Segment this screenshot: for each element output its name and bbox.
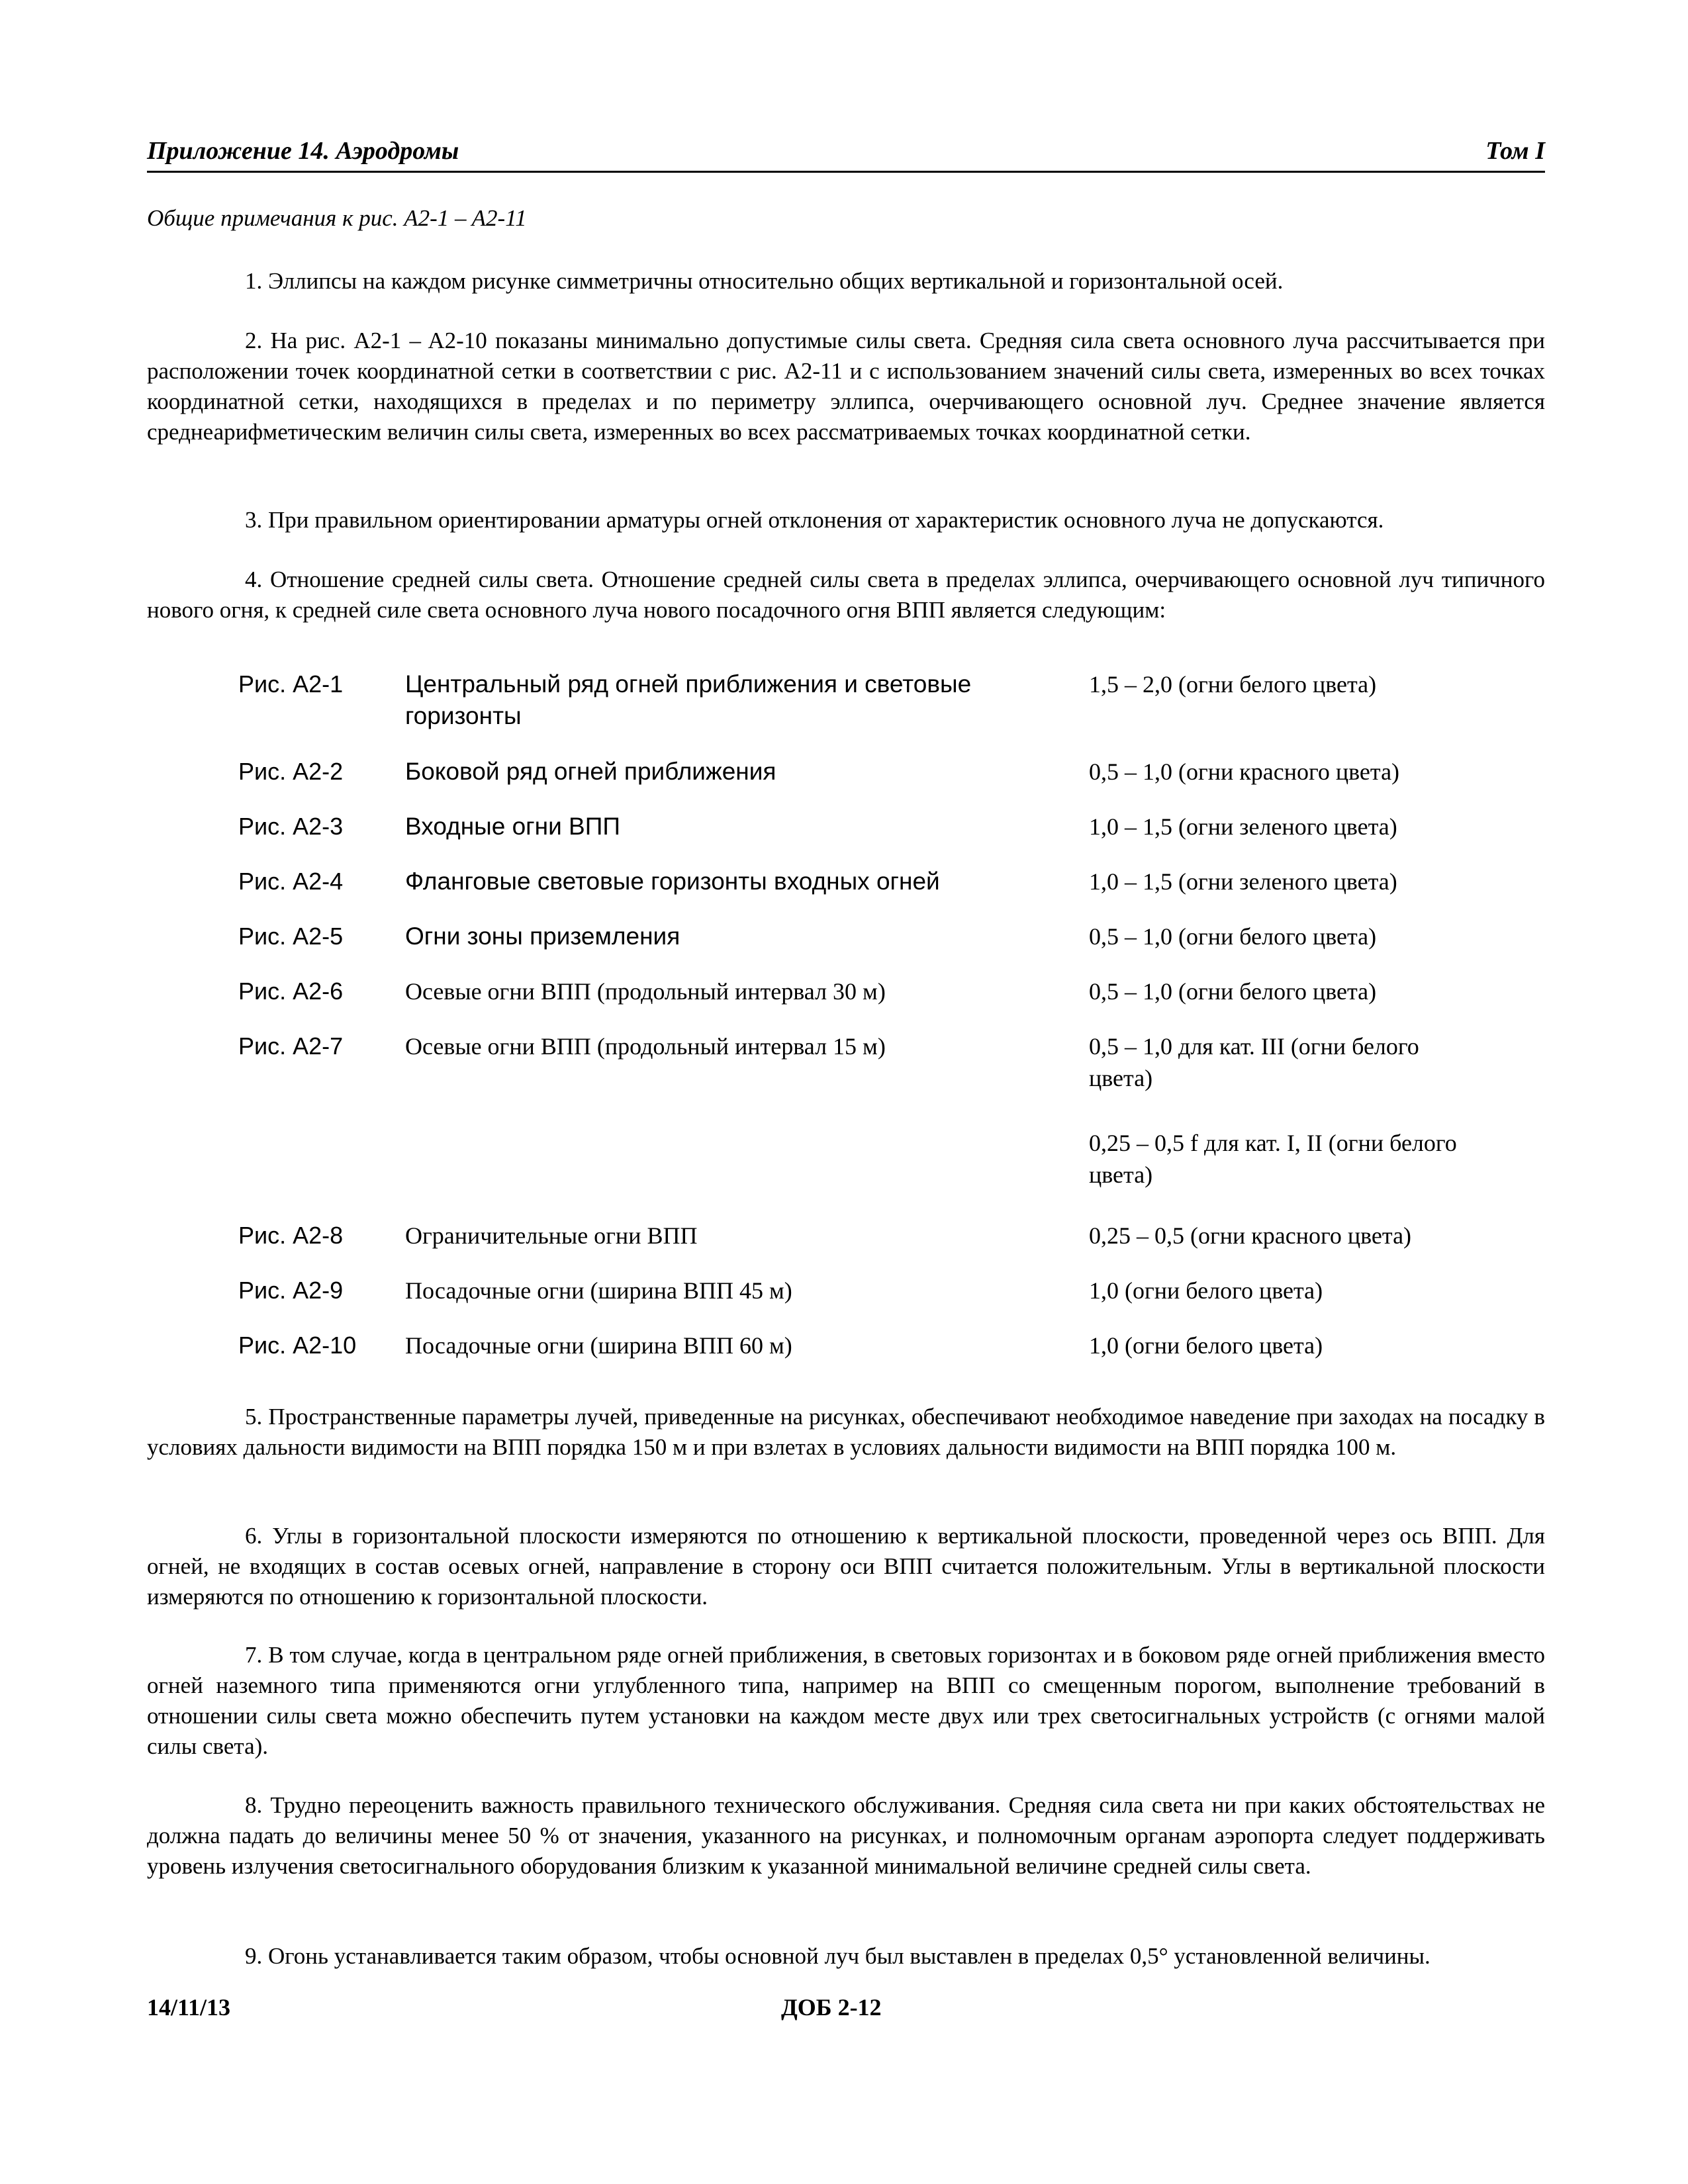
- note-7: [147, 1640, 1545, 1762]
- note-text: Отношение средней силы света. Отношение средней силы света в пределах эллипса, очерчивающего основной луч типичного нового огня, к средней силе света основного луча нового посадочного огня ВПП является следующим:: [147, 567, 1546, 623]
- figure-ref: Рис. A2-7: [238, 1032, 344, 1060]
- ratio-value: 1,0 – 1,5 (огни зеленого цвета): [1089, 868, 1397, 895]
- light-name: Осевые огни ВПП (продольный интервал 15 м): [405, 1033, 886, 1060]
- note-8: [147, 1790, 1545, 1882]
- figure-ref: Рис. A2-4: [238, 868, 344, 895]
- figure-ref: Рис. A2-2: [238, 758, 344, 785]
- footer-page-number: ДОБ 2-12: [781, 1994, 882, 2021]
- note-number: 8.: [245, 1792, 263, 1818]
- note-text: Трудно переоценить важность правильного технического обслуживания. Средняя сила света ни при каких обстоятельствах не должна падать до величины менее 50 % от значения, указанного на рисунках, и полномочным органам аэропорта следует поддерживать уровень излучения светосигнального оборудования близким к указанной минимальной величине средней силы света.: [147, 1792, 1545, 1879]
- ratio-value: 0,5 – 1,0 (огни белого цвета): [1089, 978, 1377, 1005]
- note-number: 1.: [245, 268, 263, 294]
- note-6: [147, 1521, 1545, 1612]
- light-name: Фланговые световые горизонты входных огней: [405, 868, 940, 895]
- note-number: 7.: [245, 1642, 263, 1668]
- footer-date: 14/11/13: [147, 1994, 231, 2021]
- figure-ref: Рис. A2-8: [238, 1222, 344, 1249]
- note-text: Пространственные параметры лучей, приведенные на рисунках, обеспечивают необходимое наведение при заходах на посадку в условиях дальности видимости на ВПП порядка 150 м и при взлетах в условиях дальности видимости на ВПП порядка 100 м.: [147, 1404, 1546, 1460]
- light-name: Огни зоны приземления: [405, 923, 680, 950]
- ratio-value: 0,25 – 0,5 (огни красного цвета): [1089, 1222, 1412, 1249]
- note-number: 5.: [245, 1404, 263, 1430]
- header-title: Приложение 14. Аэродромы: [147, 137, 459, 165]
- light-name: Входные огни ВПП: [405, 813, 620, 840]
- ratio-value: 1,5 – 2,0 (огни белого цвета): [1089, 671, 1377, 698]
- note-2: [147, 326, 1545, 447]
- figure-ref: Рис. A2-9: [238, 1277, 344, 1304]
- note-number: 3.: [245, 507, 263, 533]
- note-9: [147, 1941, 1545, 1972]
- note-number: 2.: [245, 328, 263, 353]
- note-4: [147, 565, 1545, 625]
- figure-ref: Рис. A2-1: [238, 670, 344, 698]
- figure-ref: Рис. A2-5: [238, 923, 344, 950]
- note-text: Огонь устанавливается таким образом, чтобы основной луч был выставлен в пределах 0,5° установленной величины.: [268, 1943, 1430, 1969]
- light-name: Центральный ряд огней приближения и световые горизонты: [405, 670, 972, 729]
- figure-ref: Рис. A2-3: [238, 813, 344, 840]
- note-text: В том случае, когда в центральном ряде огней приближения, в световых горизонтах и в боковом ряде огней приближения вместо огней наземного типа применяются огни углубленного типа, например на ВПП со смещенным порогом, выполнение требований в отношении силы света можно обеспечить путем установки на каждом месте двух или трех светосигнальных устройств (с огнями малой силы света).: [147, 1642, 1546, 1759]
- note-text: Углы в горизонтальной плоскости измеряются по отношению к вертикальной плоскости, проведенной через ось ВПП. Для огней, не входящих в состав осевых огней, направление в сторону оси ВПП считается положительным. Углы в вертикальной плоскости измеряются по отношению к горизонтальной плоскости.: [147, 1523, 1545, 1610]
- ratio-value: 1,0 – 1,5 (огни зеленого цвета): [1089, 813, 1397, 840]
- note-3: [147, 505, 1545, 535]
- ratio-value-secondary: 0,25 – 0,5 f для кат. I, II (огни белого цвета): [1089, 1130, 1457, 1188]
- ratio-value: 1,0 (огни белого цвета): [1089, 1332, 1323, 1359]
- ratio-value: 0,5 – 1,0 для кат. III (огни белого цвета): [1089, 1033, 1419, 1091]
- note-5: [147, 1402, 1545, 1463]
- light-name: Боковой ряд огней приближения: [405, 758, 776, 785]
- light-name: Осевые огни ВПП (продольный интервал 30 м): [405, 978, 886, 1005]
- ratio-value: 1,0 (огни белого цвета): [1089, 1277, 1323, 1304]
- figure-ref: Рис. A2-10: [238, 1332, 357, 1359]
- note-number: 4.: [245, 567, 263, 592]
- ratio-value: 0,5 – 1,0 (огни красного цвета): [1089, 758, 1400, 785]
- page-header: [147, 131, 1545, 173]
- ratio-value: 0,5 – 1,0 (огни белого цвета): [1089, 923, 1377, 950]
- header-volume: Том I: [1485, 137, 1545, 165]
- note-number: 6.: [245, 1523, 263, 1549]
- light-name: Посадочные огни (ширина ВПП 45 м): [405, 1277, 792, 1304]
- note-1: [147, 266, 1545, 296]
- note-text: При правильном ориентировании арматуры огней отклонения от характеристик основного луча не допускаются.: [268, 507, 1384, 533]
- figure-ref: Рис. A2-6: [238, 978, 344, 1005]
- note-text: На рис. A2-1 – A2-10 показаны минимально допустимые силы света. Средняя сила света основного луча рассчитывается при расположении точек координатной сетки в соответствии с рис. A2-11 и с использованием значений силы света, измеренных во всех точках координатной сетки, находящихся в пределах и по периметру эллипса, очерчивающего основной луч. Среднее значение является среднеарифметическим величин силы света, измеренных во всех рассматриваемых точках координатной сетки.: [147, 328, 1546, 445]
- light-name: Ограничительные огни ВПП: [405, 1222, 698, 1249]
- note-number: 9.: [245, 1943, 263, 1969]
- notes-subtitle: Общие примечания к рис. A2-1 – A2-11: [147, 205, 527, 231]
- note-text: Эллипсы на каждом рисунке симметричны относительно общих вертикальной и горизонтальной осей.: [268, 268, 1284, 294]
- light-name: Посадочные огни (ширина ВПП 60 м): [405, 1332, 792, 1359]
